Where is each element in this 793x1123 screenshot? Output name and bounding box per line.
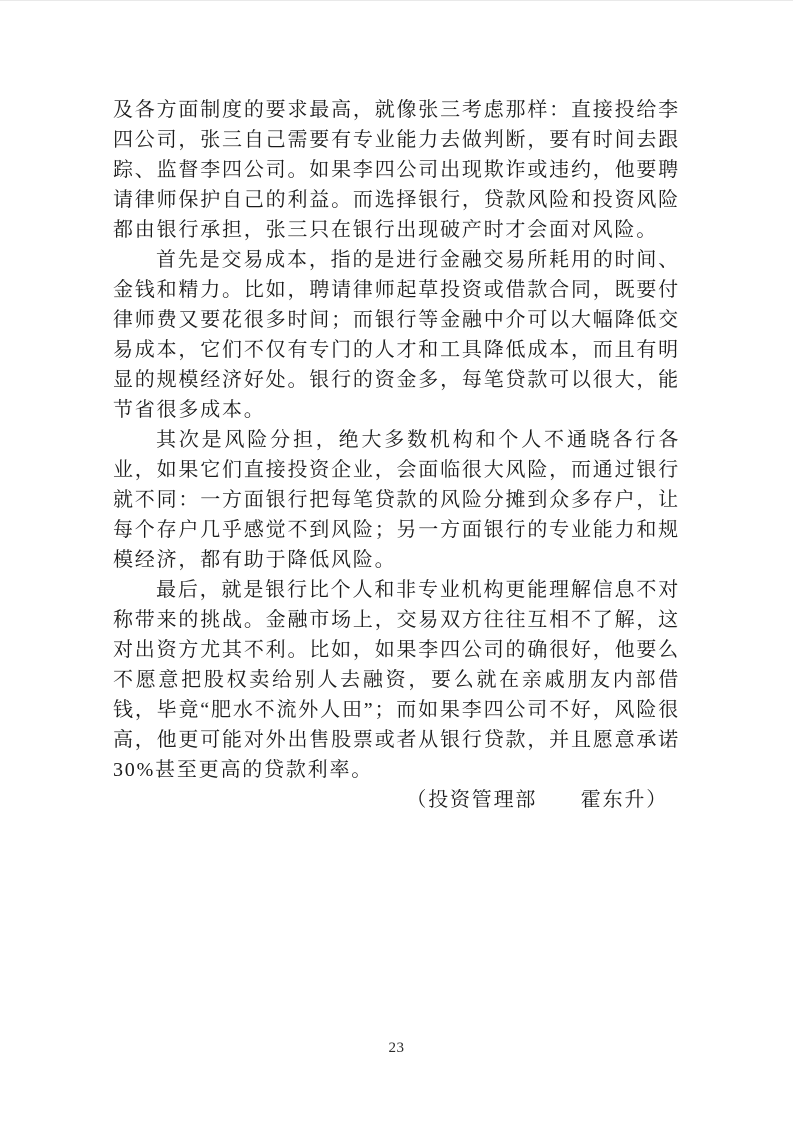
document-page (0, 1, 793, 1123)
paragraph-risk-sharing: 其次是风险分担，绝大多数机构和个人不通晓各行各业，如果它们直接投资企业，会面临很大风险，而通过银行就不同：一方面银行把每笔贷款的风险分摊到众多存户，让每个存户几乎感觉不到风险；另一方面银行的专业能力和规模经济，都有助于降低风险。 (113, 429, 680, 571)
paragraph-transaction-costs: 首先是交易成本，指的是进行金融交易所耗用的时间、金钱和精力。比如，聘请律师起草投资或借款合同，既要付律师费又要花很多时间；而银行等金融中介可以大幅降低交易成本，它们不仅有专门的人才和工具降低成本，而且有明显的规模经济好处。银行的资金多，每笔贷款可以很大，能节省很多成本。 (113, 249, 680, 421)
paragraph-continuation: 及各方面制度的要求最高，就像张三考虑那样：直接投给李四公司，张三自己需要有专业能力去做判断，要有时间去跟踪、监督李四公司。如果李四公司出现欺诈或违约，他要聘请律师保护自己的利益。而选择银行，贷款风险和投资风险都由银行承担，张三只在银行出现破产时才会面对风险。 (113, 99, 680, 241)
signature-line: （投资管理部 霍东升） (406, 789, 668, 811)
page-number: 23 (388, 1040, 405, 1056)
body-text (113, 95, 680, 815)
paragraph-information-asymmetry: 最后，就是银行比个人和非专业机构更能理解信息不对称带来的挑战。金融市场上，交易双方往往互相不了解，这对出资方尤其不利。比如，如果李四公司的确很好，他要么不愿意把股权卖给别人去融资，要么就在亲戚朋友内部借钱，毕竟“肥水不流外人田”；而如果李四公司不好，风险很高，他更可能对外出售股票或者从银行贷款，并且愿意承诺 30%甚至更高的贷款利率。 (113, 579, 680, 781)
